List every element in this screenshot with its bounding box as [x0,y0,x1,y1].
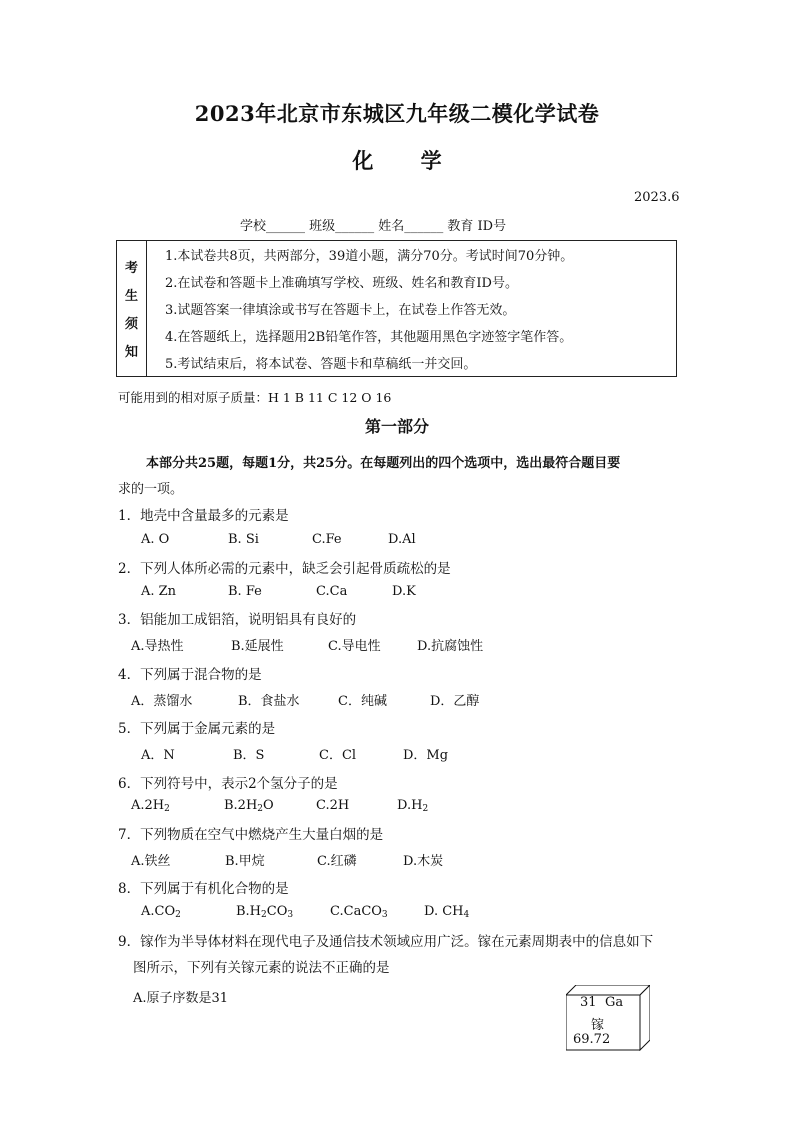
question-stem: 3．铝能加工成铝箔，说明铝具有良好的 [118,612,357,628]
student-info-line: 学校______ 班级______ 姓名______ 教育 ID号 [240,219,507,234]
notice-item: 5.考试结束后，将本试卷、答题卡和草稿纸一并交回。 [165,357,477,372]
option-c: C.Fe [312,532,342,547]
part-intro-cont: 求的一项。 [118,482,184,497]
option-b: B.延展性 [231,639,284,654]
option-d: D.木炭 [403,854,444,869]
option-a: A.导热性 [131,639,184,654]
option-c: C.导电性 [328,639,381,654]
option-c: C.2H [316,798,350,813]
question-stem: 2．下列人体所必需的元素中，缺乏会引起骨质疏松的是 [118,561,451,577]
notice-item: 3.试题答案一律填涂或书写在答题卡上，在试卷上作答无效。 [165,303,516,318]
option-a: A. O [141,532,170,547]
option-b: B.甲烷 [225,854,265,869]
notice-item: 1.本试卷共8页，共两部分，39道小题，满分70分。考试时间70分钟。 [165,249,574,264]
exam-date: 2023.6 [634,190,680,205]
element-symbol: Ga [605,995,624,1010]
notice-label-char: 考 [125,261,139,276]
question-stem: 9．镓作为半导体材料在现代电子及通信技术领域应用广泛。镓在元素周期表中的信息如下 [118,934,654,950]
option-b: $B.H_2CO_3$ [236,904,294,920]
notice-label-char: 须 [125,317,139,332]
question-stem: 4．下列属于混合物的是 [118,667,262,683]
option-d: D．乙醇 [430,694,480,709]
option-d: D. $CH_4$ [424,904,470,920]
atomic-mass-line: 可能用到的相对原子质量：H 1 B 11 C 12 O 16 [118,390,392,405]
question-stem: 7．下列物质在空气中燃烧产生大量白烟的是 [118,827,384,843]
question-stem: 1．地壳中含量最多的元素是 [118,508,289,524]
option-d: D.抗腐蚀性 [417,639,484,654]
element-name: 镓 [591,1018,605,1033]
subject-title: 化 学 [352,148,442,173]
option-b: B．食盐水 [238,694,300,709]
exam-title: 2023年北京市东城区九年级二模化学试卷 [194,101,600,126]
notice-item: 2.在试卷和答题卡上准确填写学校、班级、姓名和教育ID号。 [165,276,518,291]
option-d: $D.H_2$ [397,798,429,814]
option-a: $A.CO_2$ [141,904,181,920]
option-d: D.K [392,584,416,599]
question-stem: 8．下列属于有机化合物的是 [118,881,289,897]
notice-item: 4.在答题纸上，选择题用2B铅笔作答，其他题用黑色字迹签字笔作答。 [165,330,573,345]
option-c: C．纯碱 [338,694,387,709]
option-b: B．S [233,748,265,763]
option-c: C.CaCO$_3$ [330,904,388,920]
option-b: B. Fe [228,584,262,599]
part-intro: 本部分共25题，每题1分，共25分。在每题列出的四个选项中，选出最符合题目要 [146,456,621,471]
element-number: 31 [580,995,597,1010]
element-mass: 69.72 [573,1032,611,1047]
option-a: A.铁丝 [131,854,171,869]
option-a: A．蒸馏水 [131,694,193,709]
question-stem-cont: 图所示，下列有关镓元素的说法不正确的是 [133,960,390,976]
option-d: D．Mg [403,748,449,763]
option-a: $A.2H_2$ [131,798,170,814]
option-a: A．N [141,748,175,763]
option-c: C.Ca [316,584,348,599]
option-a: A.原子序数是31 [133,991,229,1006]
notice-label-char: 生 [125,289,139,304]
question-stem: 6．下列符号中，表示2个氢分子的是 [118,776,338,792]
option-c: C.红磷 [317,854,357,869]
option-c: C．Cl [319,748,357,763]
notice-box [116,240,677,377]
option-a: A. Zn [141,584,177,599]
part-title: 第一部分 [364,417,429,436]
notice-label [117,241,147,376]
option-b: $B.2H_2O$ [224,798,274,814]
option-d: D.Al [388,532,416,547]
notice-label-char: 知 [125,345,139,360]
option-b: B. Si [228,532,259,547]
question-stem: 5．下列属于金属元素的是 [118,721,276,737]
element-card [566,985,650,1051]
